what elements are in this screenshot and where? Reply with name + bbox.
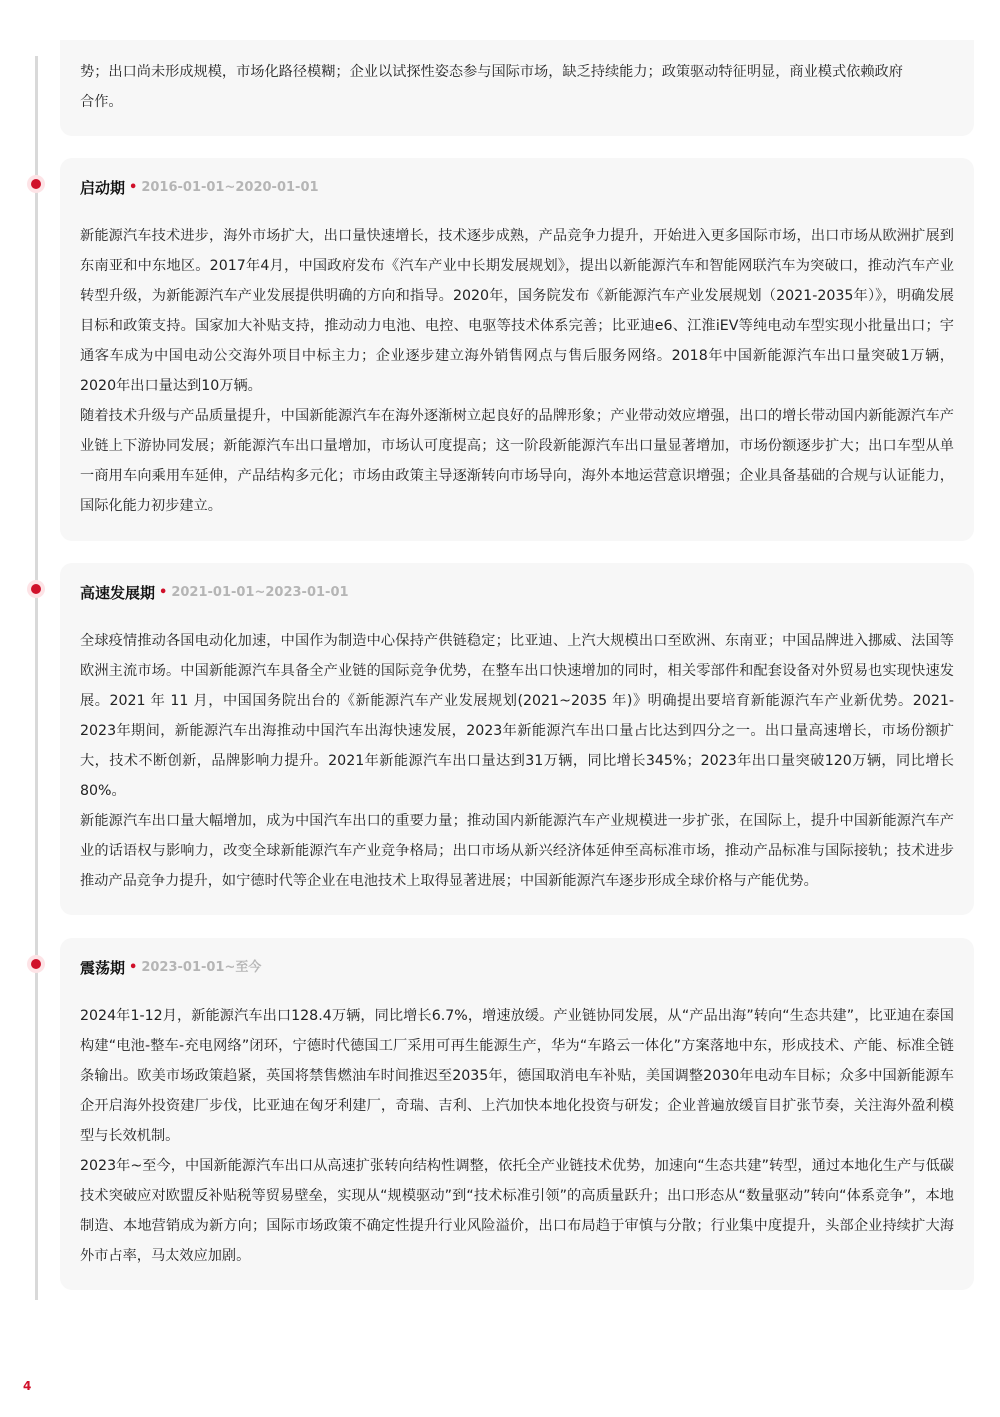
phase-header — [80, 938, 954, 998]
phase-date-range: 2016-01-01~2020-01-01 — [141, 180, 319, 195]
phase-title: 震荡期 — [80, 959, 126, 977]
phase-paragraph: 随着技术升级与产品质量提升，中国新能源汽车在海外逐渐树立起良好的品牌形象；产业带动效应增强，出口的增长带动国内新能源汽车产业链上下游协同发展；新能源汽车出口量增加，市场认可度提高；这一阶段新能源汽车出口量显著增加，市场份额逐步扩大；出口车型从单一商用车向乘用车延伸，产品结构多元化；市场由政策主导逐渐转向市场导向，海外本地运营意识增强；企业具备基础的合规与认证能力，国际化能力初步建立。 — [80, 408, 954, 514]
phase-body — [80, 218, 954, 521]
phase-body — [80, 998, 954, 1271]
phase-body — [80, 623, 954, 896]
phase-card-volatility — [60, 938, 974, 1290]
phase-paragraph: 全球疫情推动各国电动化加速，中国作为制造中心保持产供链稳定；比亚迪、上汽大规模出口至欧洲、东南亚；中国品牌进入挪威、法国等欧洲主流市场。中国新能源汽车具备全产业链的国际竞争优势，在整车出口快速增加的同时，相关零部件和配套设备对外贸易也实现快速发展。2021 年 11 月，中国国务院出台的《新能源汽车产业发展规划(2021~2035 年)》明确提出要培育新能源汽车产业新优势。2021-2023年期间，新能源汽车出海推动中国汽车出海快速发展，2023年新能源汽车出口量占比达到四分之一。出口量高速增长，市场份额扩大，技术不断创新，品牌影响力提升。2021年新能源汽车出口量达到31万辆，同比增长345%；2023年出口量突破120万辆，同比增长80%。 — [80, 633, 954, 799]
timeline-dot-icon — [27, 580, 45, 598]
page-number: 4 — [23, 1379, 32, 1393]
phase-paragraph: 2024年1-12月，新能源汽车出口128.4万辆，同比增长6.7%，增速放缓。产业链协同发展，从“产品出海”转向“生态共建”，比亚迪在泰国构建“电池-整车-充电网络”闭环，宁德时代德国工厂采用可再生能源生产，华为“车路云一体化”方案落地中东，形成技术、产能、标准全链条输出。欧美市场政策趋紧，英国将禁售燃油车时间推迟至2035年，德国取消电车补贴，美国调整2030年电动车目标；众多中国新能源车企开启海外投资建厂步伐，比亚迪在匈牙利建厂，奇瑞、吉利、上汽加快本地化投资与研发；企业普遍放缓盲目扩张节奏，关注海外盈利模型与长效机制。 — [80, 1008, 954, 1144]
phase-title: 启动期 — [80, 179, 126, 197]
phase-header — [80, 158, 954, 218]
phase-date-range: 2021-01-01~2023-01-01 — [171, 585, 349, 600]
intro-line-1: 势；出口尚未形成规模，市场化路径模糊；企业以试探性姿态参与国际市场，缺乏持续能力；政策驱动特征明显，商业模式依赖政府 — [80, 64, 903, 80]
timeline-line — [35, 56, 38, 1300]
phase-paragraph: 新能源汽车技术进步，海外市场扩大，出口量快速增长，技术逐步成熟，产品竞争力提升，开始进入更多国际市场，出口市场从欧洲扩展到东南亚和中东地区。2017年4月，中国政府发布《汽车产业中长期发展规划》，提出以新能源汽车和智能网联汽车为突破口，推动汽车产业转型升级，为新能源汽车产业发展提供明确的方向和指导。2020年，国务院发布《新能源汽车产业发展规划（2021-2035年）》，明确发展目标和政策支持。国家加大补贴支持，推动动力电池、电控、电驱等技术体系完善；比亚迪e6、江淮iEV等纯电动车型实现小批量出口；宇通客车成为中国电动公交海外项目中标主力；企业逐步建立海外销售网点与售后服务网络。2018年中国新能源汽车出口量突破1万辆，2020年出口量达到10万辆。 — [80, 228, 954, 394]
phase-card-startup — [60, 158, 974, 541]
phase-title: 高速发展期 — [80, 584, 156, 602]
phase-header — [80, 563, 954, 623]
intro-card — [60, 40, 974, 136]
phase-paragraph: 2023年~至今，中国新能源汽车出口从高速扩张转向结构性调整，依托全产业链技术优势，加速向“生态共建”转型，通过本地化生产与低碳技术突破应对欧盟反补贴税等贸易壁垒，实现从“规模驱动”到“技术标准引领”的高质量跃升；出口形态从“数量驱动”转向“体系竞争”，本地制造、本地营销成为新方向；国际市场政策不确定性提升行业风险溢价，出口布局趋于审慎与分散；行业集中度提升，头部企业持续扩大海外市占率，马太效应加剧。 — [80, 1158, 954, 1264]
bullet-icon: • — [129, 180, 138, 195]
phase-card-rapid-growth — [60, 563, 974, 915]
phase-date-range: 2023-01-01~至今 — [141, 960, 262, 975]
timeline-dot-icon — [27, 175, 45, 193]
timeline-dot-icon — [27, 955, 45, 973]
intro-line-2: 合作。 — [80, 94, 123, 110]
bullet-icon: • — [129, 960, 138, 975]
bullet-icon: • — [159, 585, 168, 600]
phase-paragraph: 新能源汽车出口量大幅增加，成为中国汽车出口的重要力量；推动国内新能源汽车产业规模进一步扩张，在国际上，提升中国新能源汽车产业的话语权与影响力，改变全球新能源汽车产业竞争格局；出口市场从新兴经济体延伸至高标准市场，推动产品标准与国际接轨；技术进步推动产品竞争力提升，如宁德时代等企业在电池技术上取得显著进展；中国新能源汽车逐步形成全球价格与产能优势。 — [80, 813, 954, 889]
